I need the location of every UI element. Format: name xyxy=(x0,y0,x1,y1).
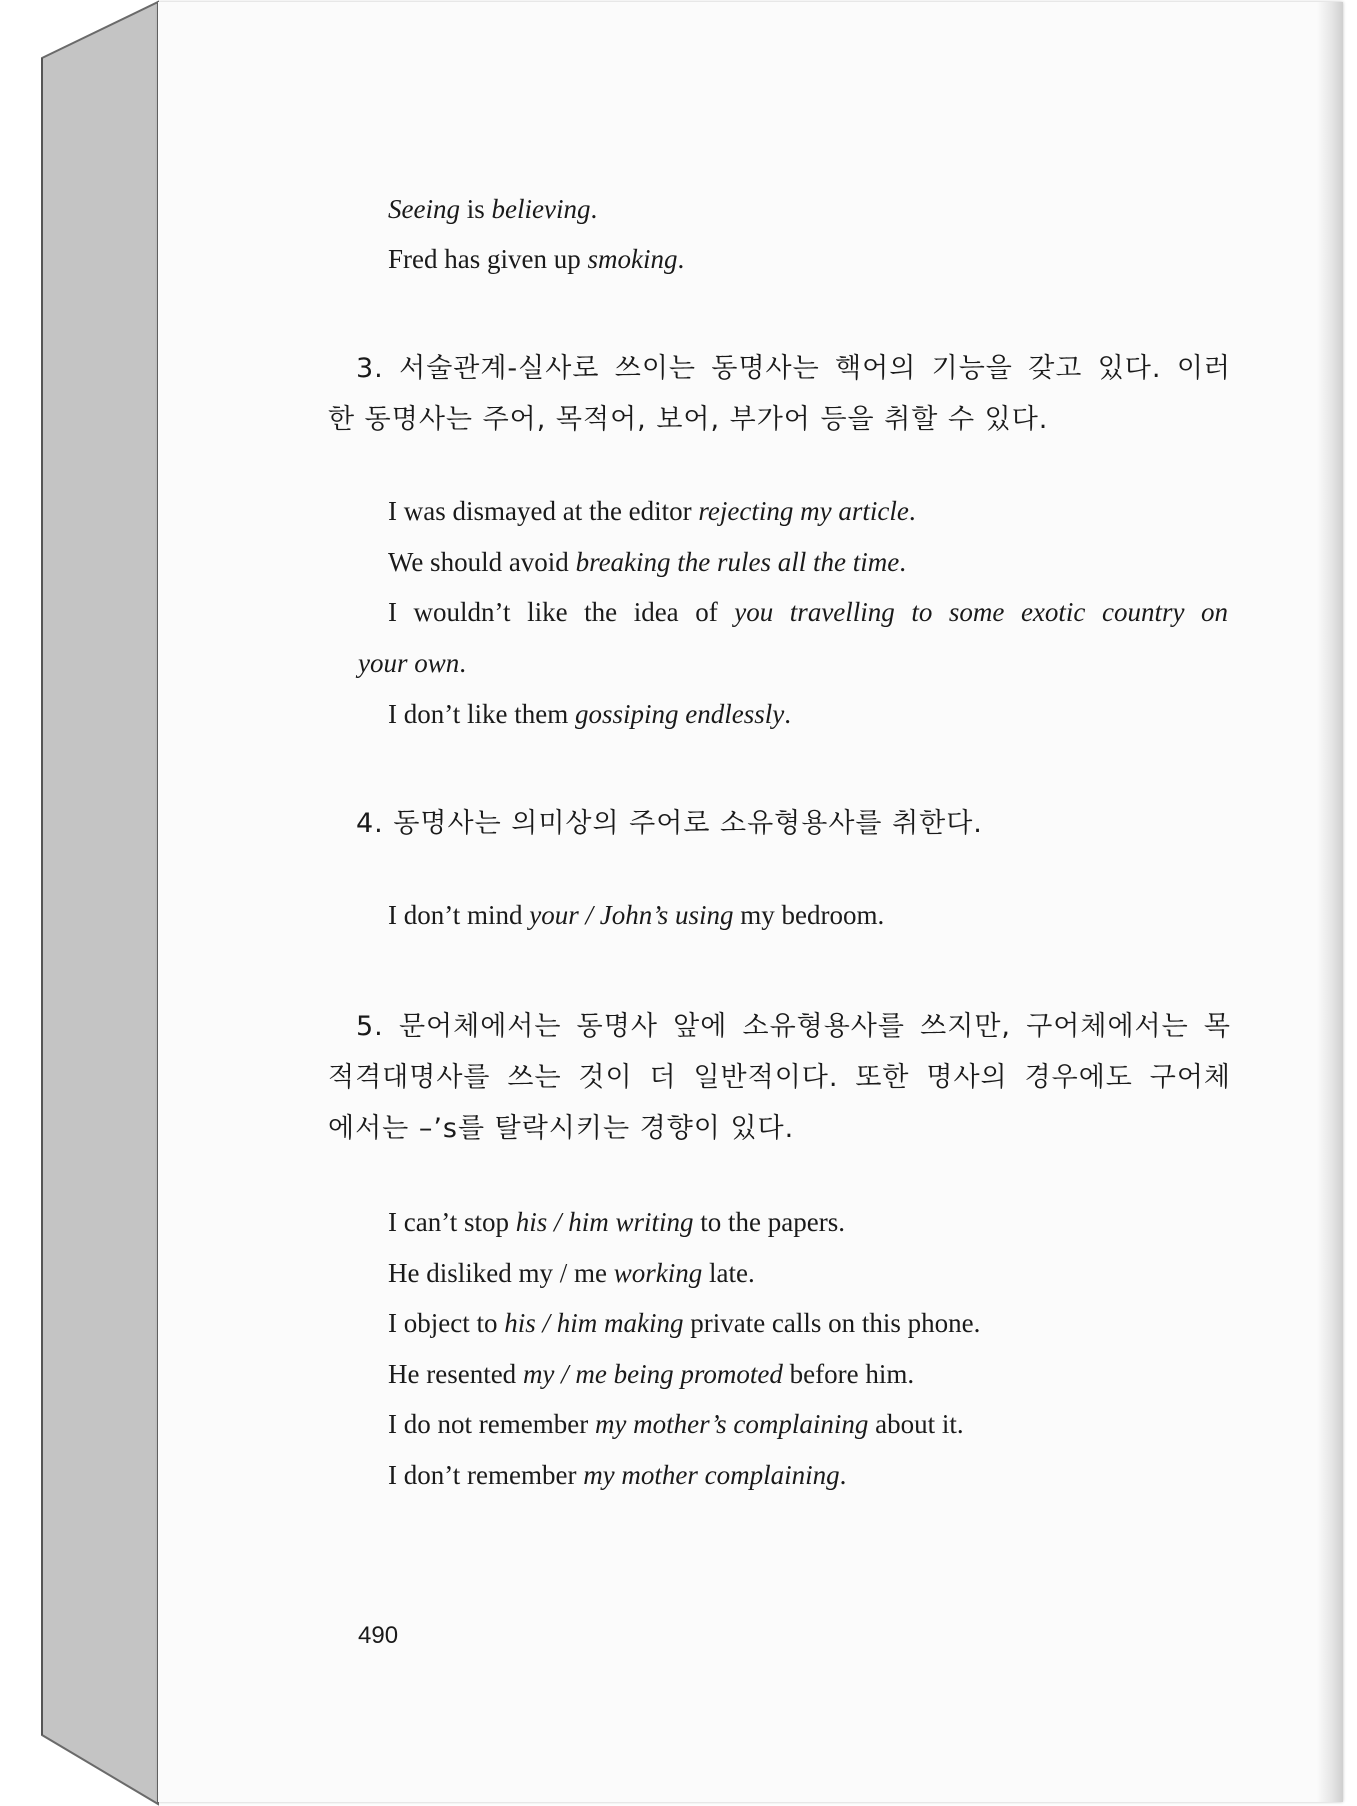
example-line xyxy=(388,194,597,225)
rule-5-line-3: 에서는 –’s를 탈락시키는 경향이 있다. xyxy=(328,1113,795,1144)
rule-5-text-2: 적격대명사를 쓰는 것이 더 일반적이다. 또한 명사의 경우에도 구어체 xyxy=(328,1062,1231,1093)
rule-3-line-1 xyxy=(356,346,1231,385)
rule-5-line-2 xyxy=(328,1055,1231,1094)
text-run: I object to xyxy=(388,1308,505,1338)
rule-4-line-1: 4. 동명사는 의미상의 주어로 소유형용사를 취한다. xyxy=(356,808,983,839)
text-run: late. xyxy=(702,1258,755,1288)
example-line xyxy=(388,597,1228,628)
book-page xyxy=(158,2,1343,1802)
text-run: I don’t remember xyxy=(388,1460,584,1490)
text-run: . xyxy=(908,496,916,526)
italic-run: gossiping endlessly xyxy=(574,699,785,729)
rule-5-line-1 xyxy=(356,1004,1231,1043)
text-run: I don’t like them xyxy=(388,699,575,729)
text-run: I was dismayed at the editor xyxy=(388,496,699,526)
example-line xyxy=(388,1409,964,1440)
text-run: I wouldn’t like the idea of xyxy=(388,597,735,627)
text-run: . xyxy=(784,699,791,729)
text-run: about it. xyxy=(868,1409,964,1439)
text-run: I can’t stop xyxy=(388,1207,516,1237)
text-run: I do not remember xyxy=(388,1409,595,1439)
example-line xyxy=(388,1359,914,1390)
italic-run: working xyxy=(613,1258,703,1288)
rule-5-text-1: 5. 문어체에서는 동명사 앞에 소유형용사를 쓰지만, 구어체에서는 목 xyxy=(356,1011,1231,1042)
text-run: . xyxy=(899,547,906,577)
text-run: He disliked my / me xyxy=(388,1258,614,1288)
italic-run: believing xyxy=(491,194,591,224)
text-run: my bedroom. xyxy=(733,900,885,930)
italic-run: breaking the rules all the time xyxy=(575,547,900,577)
rule-3-line-2: 한 동명사는 주어, 목적어, 보어, 부가어 등을 취할 수 있다. xyxy=(328,404,1049,435)
example-line xyxy=(388,1460,846,1491)
italic-run: rejecting my article xyxy=(698,496,909,526)
example-line xyxy=(388,244,684,275)
text-run: . xyxy=(677,244,685,274)
italic-run: your / John’s using xyxy=(529,900,734,930)
text-run: I don’t mind xyxy=(388,900,530,930)
text-run: . xyxy=(459,648,466,678)
italic-run: my / me being promoted xyxy=(522,1359,783,1389)
example-line xyxy=(388,900,884,931)
text-run: Fred has given up xyxy=(388,244,588,274)
page-number: 490 xyxy=(358,1622,399,1649)
italic-run: your own xyxy=(358,648,460,678)
italic-run: his / him making xyxy=(504,1308,684,1338)
italic-run: smoking xyxy=(587,244,678,274)
example-line-continued xyxy=(358,648,466,679)
italic-run: you travelling to some exotic country on xyxy=(734,597,1228,627)
text-run: He resented xyxy=(388,1359,523,1389)
italic-run: his / him writing xyxy=(515,1207,694,1237)
example-line xyxy=(388,1308,980,1339)
italic-run: Seeing xyxy=(388,194,460,224)
text-run: is xyxy=(459,194,492,224)
text-run: to the papers. xyxy=(693,1207,845,1237)
example-line xyxy=(388,1258,755,1289)
text-run: . xyxy=(590,194,598,224)
example-line xyxy=(388,496,916,527)
text-run: . xyxy=(839,1460,847,1490)
text-run: We should avoid xyxy=(388,547,576,577)
italic-run: my mother complaining xyxy=(583,1460,840,1490)
italic-run: my mother’s complaining xyxy=(594,1409,869,1439)
example-line xyxy=(388,699,791,730)
rule-3-text-1: 3. 서술관계-실사로 쓰이는 동명사는 핵어의 기능을 갖고 있다. 이러 xyxy=(356,353,1231,384)
text-run: private calls on this phone. xyxy=(683,1308,981,1338)
text-run: before him. xyxy=(782,1359,915,1389)
example-line xyxy=(388,547,906,578)
example-line xyxy=(388,1207,845,1238)
